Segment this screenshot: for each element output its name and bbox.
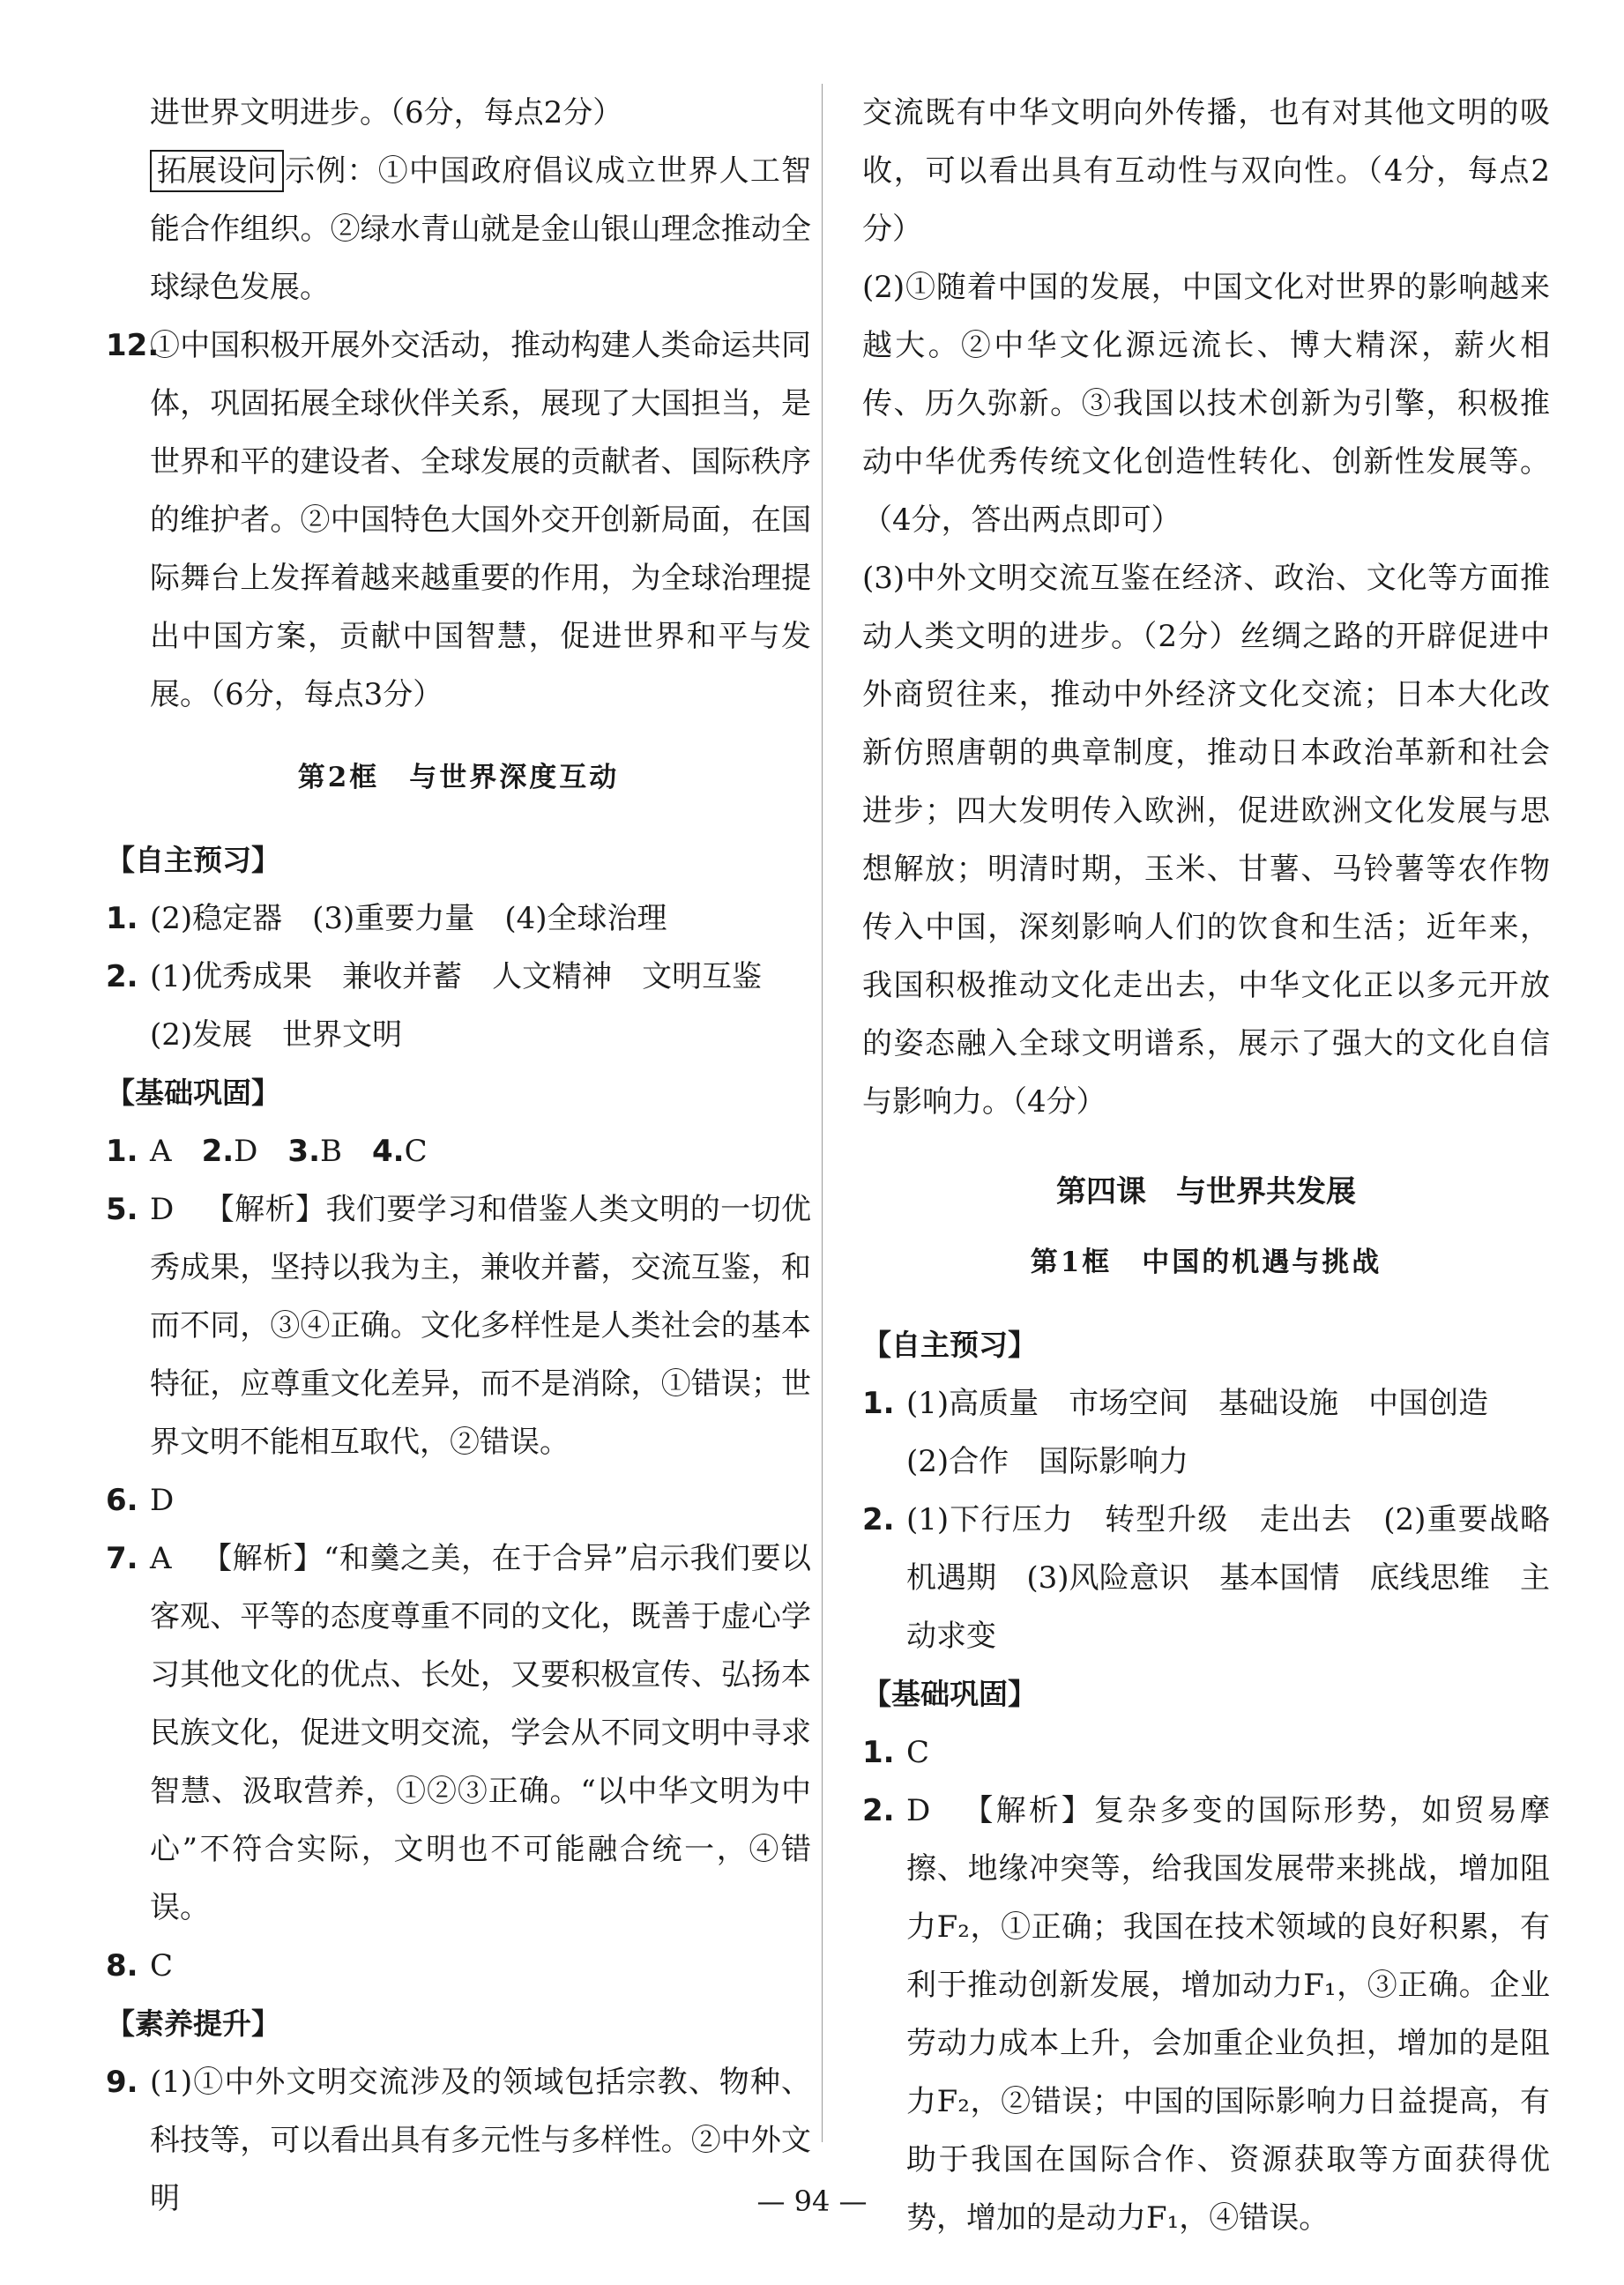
answer-choice: C [906,1735,930,1770]
answer-choice: B [319,1134,342,1169]
item-number: 3. [287,1134,320,1169]
item-number: 12. [106,328,160,363]
item-number: 9. [106,2065,138,2100]
answer-item-5 [106,1180,811,1471]
section-title-frame-2: 第2框 与世界深度互动 [297,762,620,793]
answer-text: (2)合作 国际影响力 [906,1444,1189,1479]
item-number: 1. [862,1735,895,1770]
analysis-tag: 【解析】 [960,1793,1095,1828]
extension-question-tag: 拓展设问 [150,150,284,192]
answer-item-6 [106,1471,811,1530]
answer-choice: D [150,1192,175,1227]
continued-answer-text: 交流既有中华文明向外传播，也有对其他文明的吸收，可以看出具有互动性与双向性。（4分，每点2分） [862,95,1550,247]
item-number: 2. [106,959,138,994]
item-number: 1. [106,901,138,936]
item-number: 2. [201,1134,235,1169]
preview-item-1 [862,1374,1550,1491]
item-number: 5. [106,1192,138,1227]
item-number: 1. [862,1386,895,1421]
heading-basic-consolidation: 【基础巩固】 [106,1076,280,1110]
analysis-tag: 【解析】 [204,1192,326,1227]
answer-choice: C [404,1134,428,1169]
right-column [862,84,1550,2247]
answer-text: (1)优秀成果 兼收并蓄 人文精神 文明互鉴 [150,959,763,994]
heading-literacy-improvement: 【素养提升】 [106,2006,280,2041]
item-number: 4. [371,1134,405,1169]
extension-question [106,142,811,316]
item-number: 7. [106,1541,138,1576]
item-number: 1. [106,1134,138,1169]
analysis-text: “和羹之美，在于合异”启示我们要以客观、平等的态度尊重不同的文化，既善于虚心学习其他文化的优点、长处，又要积极宣传、弘扬本民族文化，促进文明交流，学会从不同文明中寻求智慧、汲取营养，①②③正确。“以中华文明为中心”不符合实际，文明也不可能融合统一，④错误。 [150,1541,812,1925]
lesson-title-4: 第四课 与世界共发展 [1056,1174,1356,1209]
answer-choice: A [150,1134,172,1169]
continued-answer-text: 进世界文明进步。（6分，每点2分） [150,95,623,130]
item-number: 2. [862,1502,895,1537]
column-divider [822,84,823,2142]
answer-choice: D [234,1134,258,1169]
answer-text: (2)稳定器 (3)重要力量 (4)全球治理 [150,901,667,936]
analysis-text: 我们要学习和借鉴人类文明的一切优秀成果，坚持以我为主，兼收并蓄，交流互鉴，和而不同，③④正确。文化多样性是人类社会的基本特征，应尊重文化差异，而不是消除，①错误；世界文明不能相互取代，②错误。 [150,1192,812,1460]
extension-question-text: 示例：①中国政府倡议成立世界人工智能合作组织。②绿水青山就是金山银山理念推动全球绿色发展。 [150,153,811,305]
answer-choice: A [150,1541,172,1576]
answer-text: (2)发展 世界文明 [150,1017,403,1053]
left-column [106,84,811,2228]
analysis-tag: 【解析】 [201,1541,324,1576]
answer-text: (1)①中外文明交流涉及的领域包括宗教、物种、科技等，可以看出具有多元性与多样性。②中外文明 [150,2065,811,2216]
answer-row-1-4 [106,1122,811,1180]
item-number: 6. [106,1483,138,1518]
section-title-frame-1: 第1框 中国的机遇与挑战 [1030,1247,1382,1278]
answer-text: ①中国积极开展外交活动，推动构建人类命运共同体，巩固拓展全球伙伴关系，展现了大国担当，是世界和平的建设者、全球发展的贡献者、国际秩序的维护者。②中国特色大国外交开创新局面，在国际舞台上发挥着越来越重要的作用，为全球治理提出中国方案，贡献中国智慧，促进世界和平与发展。（6分，每点3分） [150,328,811,712]
answer-choice: D [150,1483,175,1518]
answer-item-12 [106,316,811,724]
answer-part-2: (2)①随着中国的发展，中国文化对世界的影响越来越大。②中华文化源远流长、博大精深，薪火相传、历久弥新。③我国以技术创新为引擎，积极推动中华优秀传统文化创造性转化、创新性发展等。（4分，答出两点即可） [862,270,1550,538]
preview-item-2 [106,948,811,1064]
heading-basic-consolidation: 【基础巩固】 [862,1677,1037,1711]
answer-text: (1)下行压力 转型升级 走出去 (2)重要战略机遇期 (3)风险意识 基本国情 底线思维 主动求变 [906,1502,1550,1654]
heading-self-preview: 【自主预习】 [862,1328,1037,1362]
answer-item-8 [106,1937,811,1995]
answer-item-7 [106,1530,811,1937]
answer-choice: C [150,1948,174,1984]
answer-item-2 [862,1782,1550,2247]
item-number: 8. [106,1948,138,1984]
preview-item-1 [106,889,811,948]
answer-text: (1)高质量 市场空间 基础设施 中国创造 [906,1386,1489,1421]
analysis-text: 复杂多变的国际形势，如贸易摩擦、地缘冲突等，给我国发展带来挑战，增加阻力F₂，①正确；我国在技术领域的良好积累，有利于推动创新发展，增加动力F₁，③正确。企业劳动力成本上升，会加重企业负担，增加的是阻力F₂，②错误；中国的国际影响力日益提高，有助于我国在国际合作、资源获取等方面获得优势，增加的是动力F₁，④错误。 [906,1793,1551,2236]
answer-item-1 [862,1723,1550,1782]
page-number: — 94 — [756,2185,868,2218]
preview-item-2 [862,1491,1550,1665]
answer-part-3: (3)中外文明交流互鉴在经济、政治、文化等方面推动人类文明的进步。（2分）丝绸之路的开辟促进中外商贸往来，推动中外经济文化交流；日本大化改新仿照唐朝的典章制度，推动日本政治革新和社会进步；四大发明传入欧洲，促进欧洲文化发展与思想解放；明清时期，玉米、甘薯、马铃薯等农作物传入中国，深刻影响人们的饮食和生活；近年来，我国积极推动文化走出去，中华文化正以多元开放的姿态融入全球文明谱系，展示了强大的文化自信与影响力。（4分） [862,561,1550,1120]
answer-choice: D [906,1793,931,1828]
heading-self-preview: 【自主预习】 [106,843,280,877]
item-number: 2. [862,1793,895,1828]
